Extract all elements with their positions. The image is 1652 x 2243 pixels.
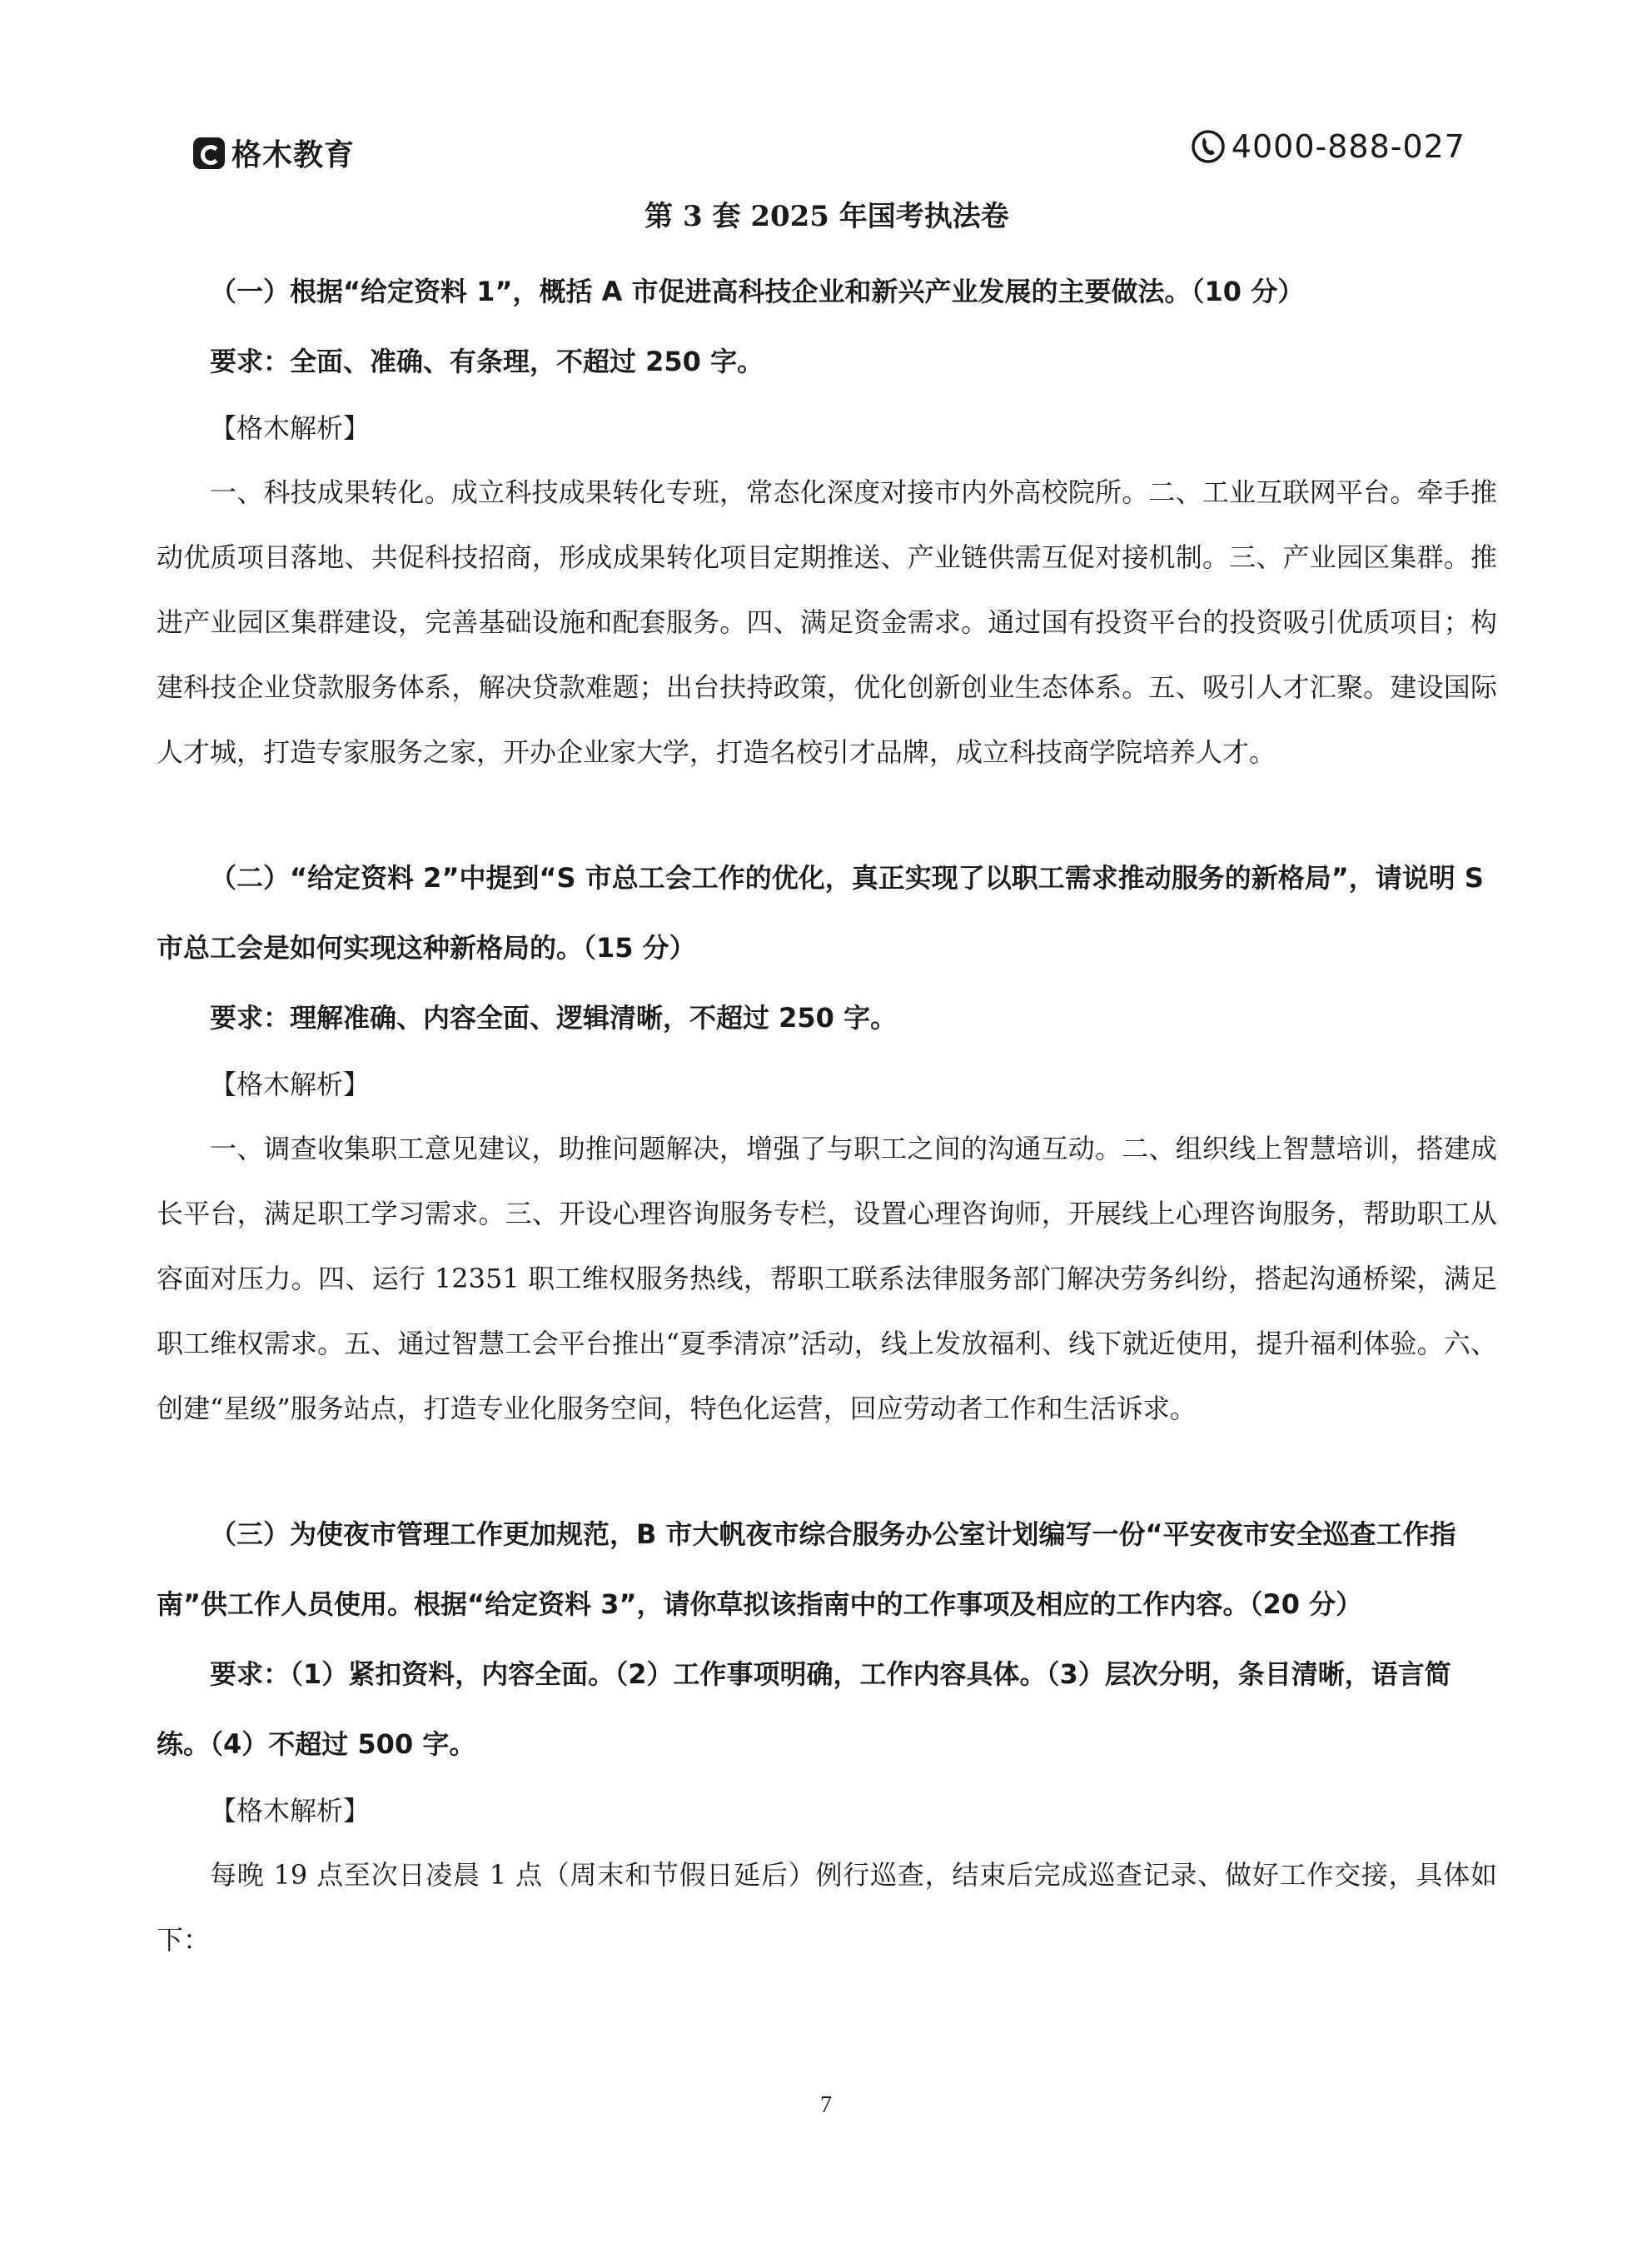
section-spacer [157,785,1497,843]
section-spacer [157,1441,1497,1499]
brand-logo [193,132,355,174]
page-header [193,125,1465,183]
analysis-label: 【格木解析】 [210,1795,371,1827]
answer-text: 一、科技成果转化。成立科技成果转化专班，常态化深度对接市内外高校院所。二、工业互联网平台。牵手推动优质项目落地、共促科技招商，形成成果转化项目定期推送、产业链供需互促对接机制。三、产业园区集群。推进产业园区集群建设，完善基础设施和配套服务。四、满足资金需求。通过国有投资平台的投资吸引优质项目；构建科技企业贷款服务体系，解决贷款难题；出台扶持政策，优化创新创业生态体系。五、吸引人才汇聚。建设国际人才城，打造专家服务之家，开办企业家大学，打造名校引才品牌，成立科技商学院培养人才。 [157,476,1497,768]
question-text: （一）根据“给定资料 1”，概括 A 市促进高科技企业和新兴产业发展的主要做法。（10 分） [210,276,1305,307]
analysis-label: 【格木解析】 [210,1069,371,1100]
analysis-label: 【格木解析】 [210,412,371,444]
brand-name: 格木教育 [231,138,356,172]
answer-text: 每晚 19 点至次日凌晨 1 点（周末和节假日延后）例行巡查，结束后完成巡查记录、做好工作交接，具体如下： [157,1859,1497,1956]
requirement-text: 要求：（1）紧扣资料，内容全面。（2）工作事项明确，工作内容具体。（3）层次分明，条目清晰，语言简练。（4）不超过 500 字。 [157,1658,1451,1760]
hotline-number: 4000-888-027 [1231,128,1465,165]
page-number: 7 [820,2092,832,2118]
question-text: （二）“给定资料 2”中提到“S 市总工会工作的优化，真正实现了以职工需求推动服务的新格局”，请说明 S 市总工会是如何实现这种新格局的。（15 分） [157,862,1484,964]
phone-icon [1190,128,1227,165]
question-text: （三）为使夜市管理工作更加规范，B 市大帆夜市综合服务办公室计划编写一份“平安夜市安全巡查工作指南”供工作人员使用。根据“给定资料 3”，请你草拟该指南中的工作事项及相应的工作内容。（20 分） [157,1518,1456,1620]
requirement-text: 要求：理解准确、内容全面、逻辑清晰，不超过 250 字。 [210,1002,898,1034]
section-1 [157,257,1497,785]
answer-text: 一、调查收集职工意见建议，助推问题解决，增强了与职工之间的沟通互动。二、组织线上智慧培训，搭建成长平台，满足职工学习需求。三、开设心理咨询服务专栏，设置心理咨询师，开展线上心理咨询服务，帮助职工从容面对压力。四、运行 12351 职工维权服务热线，帮职工联系法律服务部门解决劳务纠纷，搭起沟通桥梁，满足职工维权需求。五、通过智慧工会平台推出“夏季清凉”活动，线上发放福利、线下就近使用，提升福利体验。六、创建“星级”服务站点，打造专业化服务空间，特色化运营，回应劳动者工作和生活诉求。 [157,1133,1497,1424]
section-2 [157,843,1497,1441]
document-title: 第 3 套 2025 年国考执法卷 [644,200,1009,233]
hotline [1190,128,1465,165]
brand-logo-icon [193,137,225,169]
requirement-text: 要求：全面、准确、有条理，不超过 250 字。 [210,346,764,377]
section-3 [157,1499,1497,1972]
document-body [157,193,1497,1972]
